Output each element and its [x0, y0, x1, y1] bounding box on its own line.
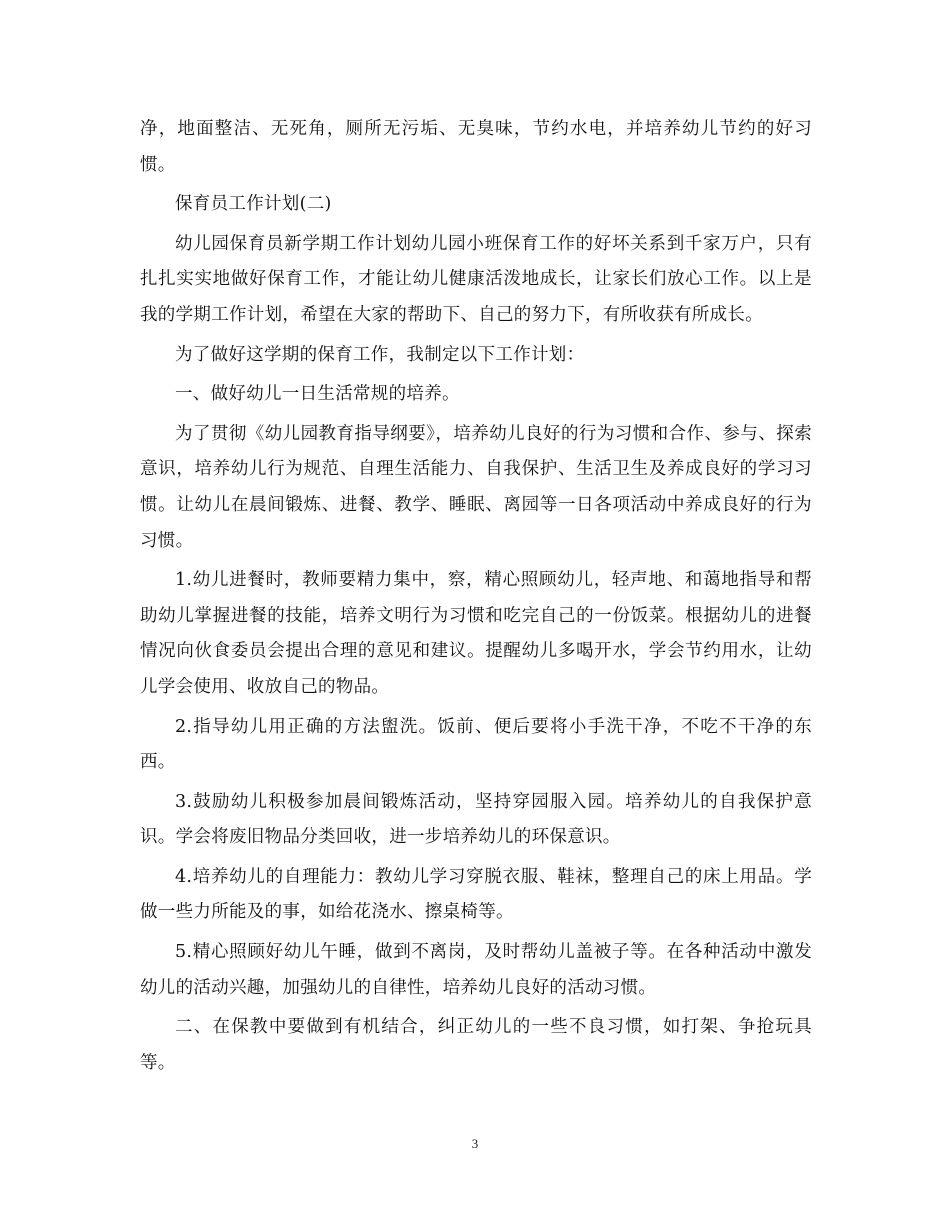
- paragraph-section-1-body: 为了贯彻《幼儿园教育指导纲要》，培养幼儿良好的行为习惯和合作、参与、探索意识，培养幼儿行为规范、自理生活能力、自我保护、生活卫生及养成良好的学习习惯。让幼儿在晨间锻炼、进餐、教学、睡眠、离园等一日各项活动中养成良好的行为习惯。: [140, 423, 812, 551]
- list-item-2: 2.指导幼儿用正确的方法盥洗。饭前、便后要将小手洗干净，不吃不干净的东西。: [140, 716, 812, 773]
- paragraph-intro: 幼儿园保育员新学期工作计划幼儿园小班保育工作的好坏关系到千家万户，只有扎扎实实地做好保育工作，才能让幼儿健康活泼地成长，让家长们放心工作。以上是我的学期工作计划，希望在大家的帮助下、自己的努力下，有所收获有所成长。: [140, 233, 812, 325]
- list-item-3: 3.鼓励幼儿积极参加晨间锻炼活动，坚持穿园服入园。培养幼儿的自我保护意识。学会将废旧物品分类回收，进一步培养幼儿的环保意识。: [140, 791, 812, 848]
- heading-section-1: 一、做好幼儿一日生活常规的培养。: [175, 384, 460, 405]
- document-body: [140, 112, 812, 1085]
- list-item-1: 1.幼儿进餐时，教师要精力集中，察，精心照顾幼儿，轻声地、和蔼地指导和帮助幼儿掌握进餐的技能，培养文明行为习惯和吃完自己的一份饭菜。根据幼儿的进餐情况向伙食委员会提出合理的意见和建议。提醒幼儿多喝开水，学会节约用水，让幼儿学会使用、收放自己的物品。: [140, 570, 812, 697]
- list-item-5: 5.精心照顾好幼儿午睡，做到不离岗，及时帮幼儿盖被子等。在各种活动中激发幼儿的活动兴趣，加强幼儿的自律性，培养幼儿良好的活动习惯。: [140, 942, 812, 998]
- section-title-plan-2: 保育员工作计划(二): [175, 194, 332, 215]
- paragraph-continuation: 净，地面整洁、无死角，厕所无污垢、无臭味，节约水电，并培养幼儿节约的好习惯。: [140, 119, 812, 175]
- heading-section-2: 二、在保教中要做到有机结合，纠正幼儿的一些不良习惯，如打架、争抢玩具等。: [140, 1017, 812, 1073]
- paragraph-plan-statement: 为了做好这学期的保育工作，我制定以下工作计划：: [175, 344, 585, 365]
- list-item-4: 4.培养幼儿的自理能力：教幼儿学习穿脱衣服、鞋袜，整理自己的床上用品。学做一些力所能及的事，如给花浇水、擦桌椅等。: [140, 866, 812, 923]
- page-number: 3: [471, 1136, 479, 1151]
